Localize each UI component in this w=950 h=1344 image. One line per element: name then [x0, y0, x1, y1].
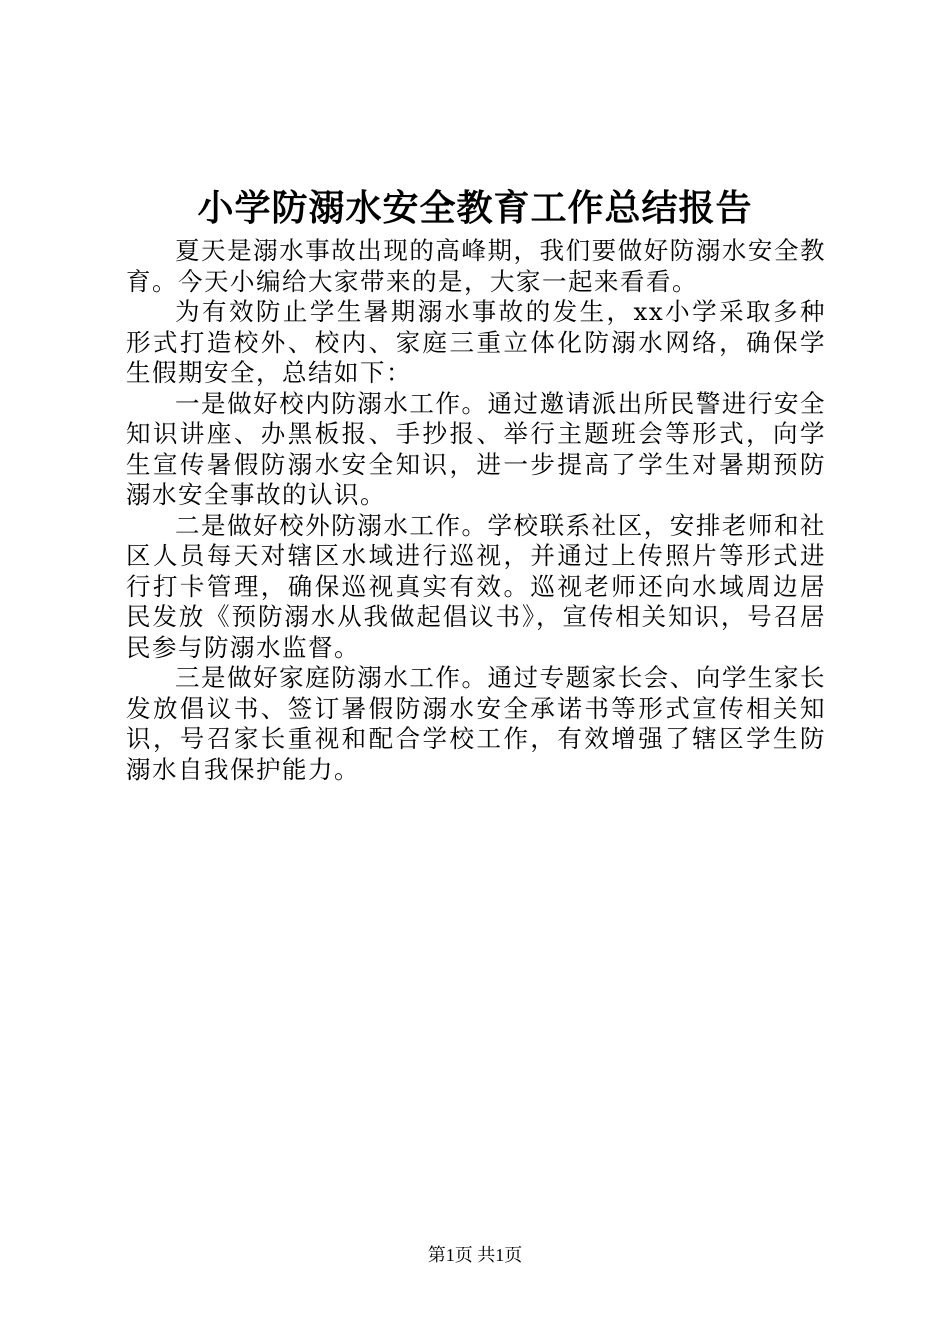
page-footer: 第1页 共1页 [427, 1245, 523, 1265]
document-body [126, 236, 826, 785]
paragraph-intro: 夏天是溺水事故出现的高峰期，我们要做好防溺水安全教育。今天小编给大家带来的是，大家一起来看看。 [126, 236, 826, 296]
paragraph-school: 一是做好校内防溺水工作。通过邀请派出所民警进行安全知识讲座、办黑板报、手抄报、举行主题班会等形式，向学生宣传暑假防溺水安全知识，进一步提高了学生对暑期预防溺水安全事故的认识。 [126, 388, 826, 509]
paragraph-family: 三是做好家庭防溺水工作。通过专题家长会、向学生家长发放倡议书、签订暑假防溺水安全承诺书等形式宣传相关知识，号召家长重视和配合学校工作，有效增强了辖区学生防溺水自我保护能力。 [126, 663, 826, 784]
paragraph-overview: 为有效防止学生暑期溺水事故的发生，xx小学采取多种形式打造校外、校内、家庭三重立体化防溺水网络，确保学生假期安全，总结如下： [126, 297, 826, 387]
document-title: 小学防溺水安全教育工作总结报告 [197, 187, 753, 229]
paragraph-outside: 二是做好校外防溺水工作。学校联系社区，安排老师和社区人员每天对辖区水域进行巡视，并通过上传照片等形式进行打卡管理，确保巡视真实有效。巡视老师还向水域周边居民发放《预防溺水从我做起倡议书》，宣传相关知识，号召居民参与防溺水监督。 [126, 510, 826, 662]
